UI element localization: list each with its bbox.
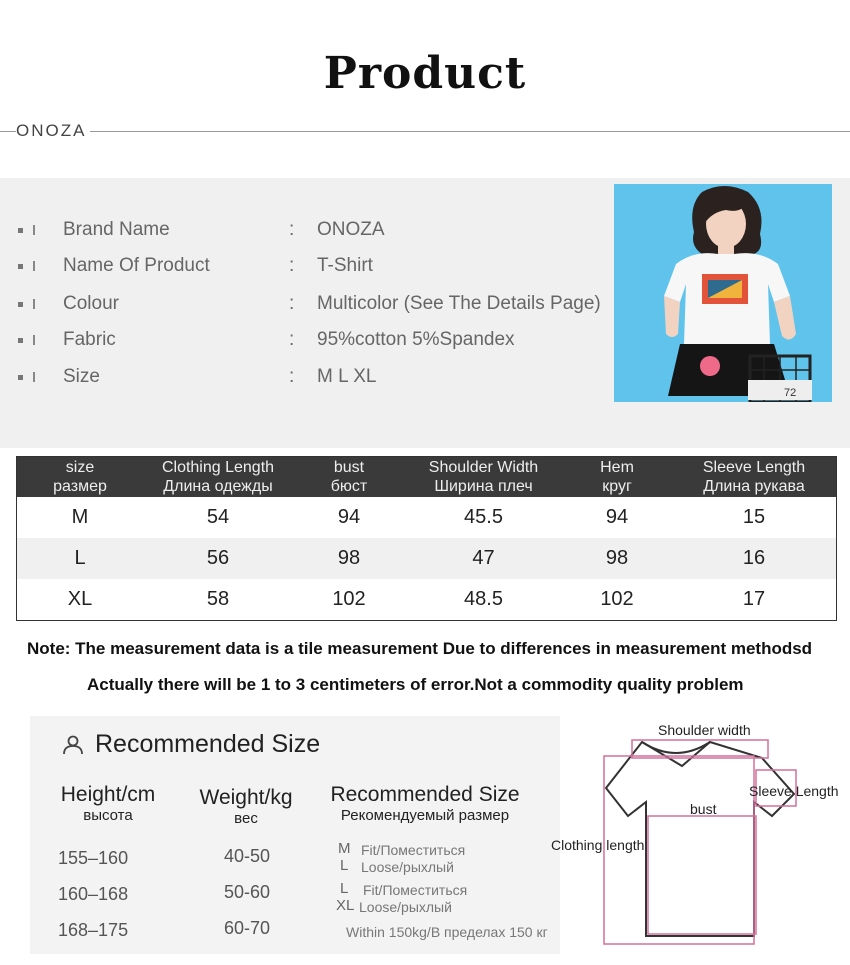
spec-value: ONOZA (317, 219, 385, 240)
measurement-note: Note: The measurement data is a tile measurement Due to differences in measurement methodsd (27, 639, 813, 658)
fit-label: Fit/Поместиться (363, 882, 468, 898)
photo-badge: 72 (784, 387, 797, 399)
col-header-en: Clothing Length (161, 459, 275, 476)
table-cell: 17 (742, 588, 766, 610)
size-header-en: Recommended Size (330, 783, 520, 806)
spec-value: Multicolor (See The Details Page) (317, 293, 601, 314)
col-header (405, 457, 562, 498)
col-header-ru: Ширина плеч (434, 478, 533, 495)
col-header-ru: бюст (330, 478, 368, 495)
col-header-en: bust (333, 459, 365, 476)
spec-colon: : (289, 219, 295, 240)
model-illustration (614, 184, 832, 402)
size-chart-header-row (17, 457, 837, 498)
tick-mark (33, 225, 35, 235)
col-header (672, 457, 837, 498)
weight-value: 50-60 (224, 882, 271, 902)
height-value: 160–168 (58, 884, 129, 904)
clothing-length-label: Clothing length (551, 837, 645, 853)
recommended-size-title: Recommended Size (95, 730, 321, 758)
table-cell: 58 (206, 588, 230, 610)
capacity-note: Within 150kg/В пределах 150 кг (346, 924, 548, 940)
weight-header (190, 787, 302, 829)
shoulder-width-label: Shoulder width (658, 722, 751, 738)
spec-colon: : (289, 329, 295, 350)
spec-label: Fabric (63, 329, 116, 350)
size-header-ru: Рекомендуемый размер (340, 807, 510, 824)
spec-colon: : (289, 366, 295, 387)
size-header (312, 784, 538, 826)
col-header (293, 457, 405, 498)
spec-label: Name Of Product (63, 255, 210, 276)
col-header-en: Shoulder Width (428, 459, 539, 476)
table-cell: XL (67, 588, 93, 610)
spec-value: T-Shirt (317, 255, 373, 276)
height-value: 168–175 (58, 920, 129, 940)
col-header (143, 457, 293, 498)
weight-value: 40-50 (224, 846, 271, 866)
col-header-ru: круг (602, 478, 632, 495)
col-header-ru: размер (53, 478, 107, 495)
size-letter: M (338, 840, 351, 857)
fit-label: Loose/рыхлый (359, 899, 452, 915)
col-header-en: Hem (600, 459, 634, 476)
table-cell: 56 (143, 538, 293, 579)
table-row (17, 538, 837, 579)
size-letter: L (340, 857, 349, 874)
table-cell: 48.5 (464, 588, 503, 610)
page-title: Product (323, 48, 527, 99)
height-value: 155–160 (58, 848, 129, 868)
size-letter: XL (336, 897, 355, 914)
sleeve-length-label: Sleeve Length (749, 783, 839, 799)
size-letter: L (340, 880, 349, 897)
height-header-en: Height/cm (60, 783, 156, 806)
table-cell: 102 (332, 588, 366, 610)
col-header-en: size (65, 459, 95, 476)
bust-label: bust (690, 801, 717, 817)
table-cell: 102 (600, 588, 634, 610)
tick-mark (33, 335, 35, 345)
product-photo (614, 184, 832, 402)
table-cell: L (17, 538, 144, 579)
table-cell: 16 (672, 538, 837, 579)
table-cell: 45.5 (464, 506, 503, 528)
tick-mark (33, 372, 35, 382)
col-header-ru: Длина рукава (703, 478, 805, 495)
col-header-en: Sleeve Length (702, 459, 806, 476)
bullet-icon (18, 228, 23, 233)
weight-value: 60-70 (224, 918, 271, 938)
header-divider (0, 131, 850, 132)
user-icon (62, 735, 84, 755)
table-row (17, 497, 837, 538)
table-cell: 54 (206, 506, 230, 528)
measurement-note-detail: Actually there will be 1 to 3 centimeters of error.Not a commodity quality problem (87, 675, 744, 694)
tick-mark (33, 261, 35, 271)
spec-label: Colour (63, 293, 119, 314)
height-header-ru: высота (83, 807, 133, 824)
table-cell: 98 (562, 538, 672, 579)
weight-header-en: Weight/kg (199, 786, 293, 809)
brand-logo: ONOZA (16, 121, 90, 141)
height-header (52, 784, 164, 826)
table-cell: 15 (742, 506, 766, 528)
fit-label: Fit/Поместиться (361, 842, 466, 858)
spec-colon: : (289, 255, 295, 276)
spec-value: 95%cotton 5%Spandex (317, 329, 515, 350)
bullet-icon (18, 375, 23, 380)
weight-header-ru: вес (234, 810, 258, 827)
table-cell: 94 (337, 506, 361, 528)
spec-colon: : (289, 293, 295, 314)
tick-mark (33, 299, 35, 309)
spec-value: M L XL (317, 366, 377, 387)
bullet-icon (18, 338, 23, 343)
size-chart-table (16, 456, 837, 621)
table-cell: 47 (405, 538, 562, 579)
bullet-icon (18, 302, 23, 307)
spec-label: Size (63, 366, 100, 387)
fit-label: Loose/рыхлый (361, 859, 454, 875)
col-header (562, 457, 672, 498)
table-cell: 98 (293, 538, 405, 579)
spec-label: Brand Name (63, 219, 170, 240)
bullet-icon (18, 264, 23, 269)
table-cell: 94 (605, 506, 629, 528)
col-header-ru: Длина одежды (163, 478, 273, 495)
table-row (17, 579, 837, 621)
table-cell: M (71, 506, 89, 528)
col-header (17, 457, 144, 498)
